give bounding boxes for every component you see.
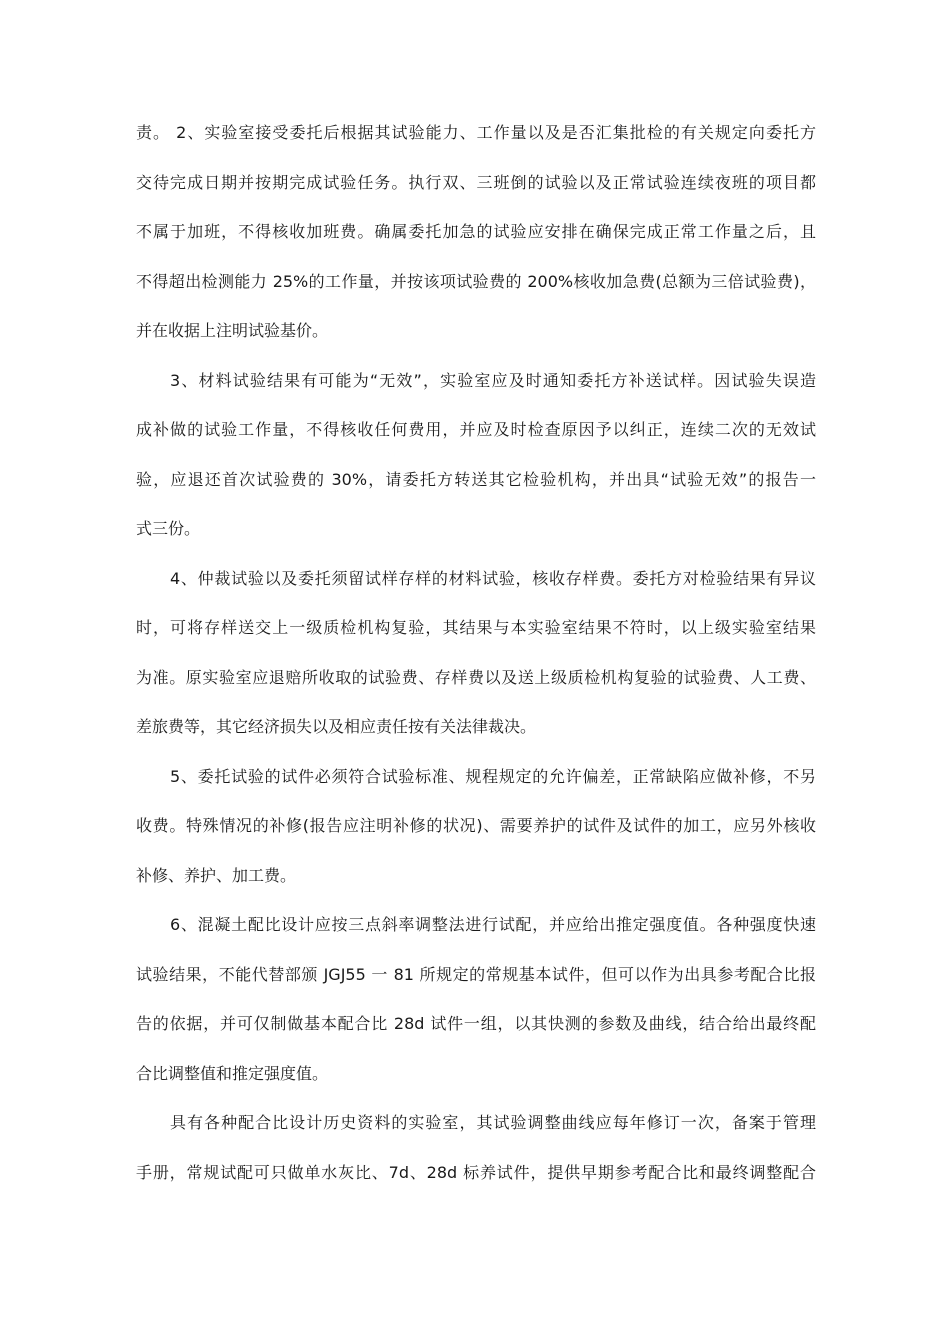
paragraph-item-3 <box>136 369 816 542</box>
paragraph-line: 收费。特殊情况的补修(报告应注明补修的状况)、需要养护的试件及试件的加工，应另外核收 <box>136 816 816 835</box>
paragraph-line: 责。 2、实验室接受委托后根据其试验能力、工作量以及是否汇集批检的有关规定向委托方 <box>136 123 816 142</box>
paragraph-item-6 <box>136 913 816 1086</box>
paragraph-line: 5、委托试验的试件必须符合试验标准、规程规定的允许偏差，正常缺陷应做补修，不另 <box>170 766 816 786</box>
paragraph-line: 时，可将存样送交上一级质检机构复验，其结果与本实验室结果不符时，以上级实验室结果 <box>136 618 816 637</box>
paragraph-line: 交待完成日期并按期完成试验任务。执行双、三班倒的试验以及正常试验连续夜班的项目都 <box>136 172 816 192</box>
paragraph-item-5 <box>136 765 816 888</box>
paragraph-line: 为准。原实验室应退赔所收取的试验费、存样费以及送上级质检机构复验的试验费、人工费、 <box>136 667 816 687</box>
paragraph-line: 合比调整值和推定强度值。 <box>136 1063 329 1083</box>
paragraph-line: 3、材料试验结果有可能为“无效”，实验室应及时通知委托方补送试样。因试验失误造 <box>170 370 816 390</box>
paragraph-line: 手册，常规试配可只做单水灰比、7d、28d 标养试件，提供早期参考配合比和最终调整配合 <box>136 1162 816 1182</box>
paragraph-line: 不属于加班，不得核收加班费。确属委托加急的试验应安排在确保完成正常工作量之后，且 <box>136 222 816 241</box>
paragraph-line: 验，应退还首次试验费的 30%，请委托方转送其它检验机构，并出具“试验无效”的报告一 <box>136 469 816 489</box>
paragraph-line: 补修、养护、加工费。 <box>136 865 297 885</box>
paragraph-item-2 <box>136 121 816 343</box>
paragraph-line: 告的依据，并可仅制做基本配合比 28d 试件一组，以其快测的参数及曲线，结合给出最终配 <box>136 1014 816 1033</box>
paragraph-item-7 <box>136 1111 816 1185</box>
paragraph-line: 6、混凝土配比设计应按三点斜率调整法进行试配，并应给出推定强度值。各种强度快速 <box>170 915 816 934</box>
paragraph-line: 4、仲裁试验以及委托须留试样存样的材料试验，核收存样费。委托方对检验结果有异议 <box>170 568 816 588</box>
paragraph-line: 成补做的试验工作量，不得核收任何费用，并应及时检查原因予以纠正，连续二次的无效试 <box>136 420 816 439</box>
paragraph-line: 并在收据上注明试验基价。 <box>136 321 329 340</box>
paragraph-line: 试验结果，不能代替部颁 JGJ55 一 81 所规定的常规基本试件，但可以作为出具参考配合比报 <box>136 964 816 984</box>
paragraph-item-4 <box>136 567 816 740</box>
paragraph-line: 不得超出检测能力 25%的工作量，并按该项试验费的 200%核收加急费(总额为三倍试验费)， <box>136 271 816 291</box>
paragraph-line: 差旅费等，其它经济损失以及相应责任按有关法律裁决。 <box>136 717 537 736</box>
document-page <box>136 121 816 1185</box>
paragraph-line: 具有各种配合比设计历史资料的实验室，其试验调整曲线应每年修订一次，备案于管理 <box>170 1113 816 1132</box>
paragraph-line: 式三份。 <box>136 519 201 538</box>
